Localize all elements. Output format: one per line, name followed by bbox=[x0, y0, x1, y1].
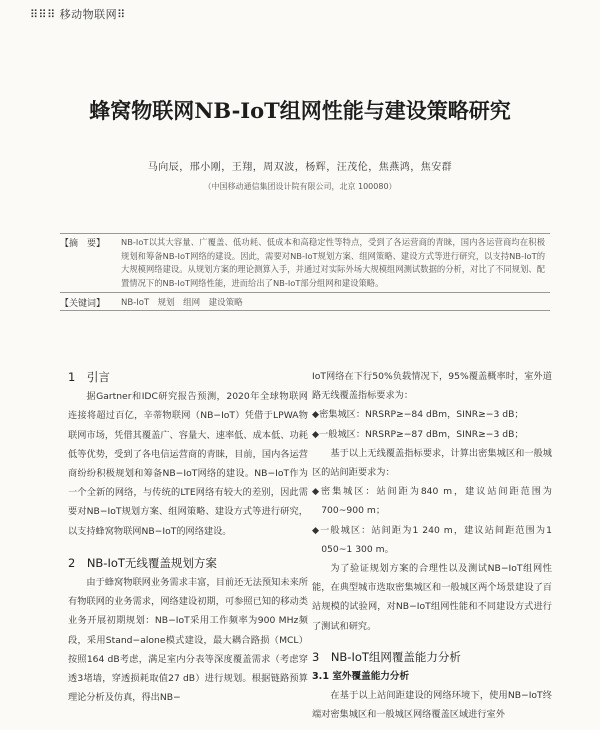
bullet-item: ◆密集城区：站间距为840 m，建议站间距范围为700~900 m； bbox=[312, 486, 552, 517]
abstract-text: NB-IoT以其大容量、广覆盖、低功耗、低成本和高稳定性等特点，受到了各运营商的青睐，国内各运营商均在积极规划和筹备NB-IoT网络的建设。因此，需要对NB-IoT规划方案、组网策略、建设方式等进行研究，以支持NB-IoT的大规模网络建设。从规划方案的理论测算入手，并通过对实际外场大规模组网测试数据的分析，对比了不同规划、配置情况下的NB-IoT网络性能，进而给出了NB-IoT部分组网和建设策略。 bbox=[121, 237, 545, 288]
journal-section-header: ⠿⠿⠿ 移动物联网⠿ bbox=[30, 8, 126, 21]
keywords-label: 【关键词】 bbox=[60, 299, 106, 309]
paragraph: 基于以上无线覆盖指标要求，计算出密集城区和一般城区的站间距要求为： bbox=[312, 447, 552, 479]
paragraph: IoT网络在下行50%负载情况下，95%覆盖概率时，室外道路无线覆盖指标要求为： bbox=[312, 371, 552, 402]
section-1-heading: 1 引言 bbox=[68, 370, 110, 384]
paragraph: 为了验证规划方案的合理性以及测试NB−IoT组网性能，在典型城市选取密集城区和一般城区两个场景建设了百站规模的试验网，对NB−IoT组网性能和不同建设方式进行了测试和研究。 bbox=[312, 563, 552, 632]
bullet-item: ◆一般城区：站间距为1 240 m，建议站间距范围为1 050~1 300 m。 bbox=[312, 524, 552, 555]
abstract-bottom-rule bbox=[60, 310, 550, 311]
section-2-heading: 2 NB-IoT无线覆盖规划方案 bbox=[68, 555, 217, 570]
section-3-heading: 3 NB-IoT组网覆盖能力分析 bbox=[312, 649, 461, 664]
abstract-mid-rule bbox=[60, 292, 550, 293]
right-column bbox=[312, 367, 552, 725]
section-1-paragraph: 据Gartner和IDC研究报告预测，2020年全球物联网连接将超过百亿，辛蒂物联网（NB−IoT）凭借于LPWA物联网市场，凭借其覆盖广、容量大、速率低、成本低、功耗低等优势，受到了各电信运营商的青睐，目前，国内各运营商纷纷积极规划和筹备NB−IoT网络的建设。NB−IoT作为一个全新的网络，与传统的LTE网络有较大的差别，因此需要对NB−IoT规划方案、组网策略、建设方式等进行研究，以支持蜂窝物联网NB−IoT的网络建设。 bbox=[68, 391, 308, 537]
bullet-item: ◆一般城区：NRSRP≥−87 dBm，SINR≥−3 dB； bbox=[312, 428, 524, 440]
author-list: 马向辰，邢小刚，王翔，周双波，杨辉，汪茂伦，焦燕鸿，焦安群 bbox=[147, 162, 453, 173]
section-3-1-heading: 3.1 室外覆盖能力分析 bbox=[312, 671, 410, 683]
section-2-paragraph: 由于蜂窝物联网业务需求丰富，目前还无法预知未来所有物联网的业务需求，网络建设初期，可参照已知的移动类业务开展初期规划：NB−IoT采用工作频率为900 MHz频段，采用Stand−alone模式建设，最大耦合路损（MCL）按照164 dB考虑，满足室内分表等深度覆盖需求（考虑穿透3堵墙，穿透损耗取值27 dB）进行规划。根据链路预算理论分析及仿真，得出NB− bbox=[68, 577, 308, 704]
section-3-1-paragraph: 在基于以上站间距建设的网络环境下，使用NB−IoT终端对密集城区和一般城区网络覆盖区域进行室外 bbox=[312, 690, 552, 721]
left-column bbox=[68, 368, 308, 707]
keywords-text: NB-IoT 规划 组网 建设策略 bbox=[121, 298, 243, 308]
paper-title: 蜂窝物联网NB-IoT组网性能与建设策略研究 bbox=[89, 98, 511, 123]
abstract-top-rule bbox=[60, 233, 550, 234]
affiliation: （中国移动通信集团设计院有限公司，北京 100080） bbox=[203, 182, 397, 191]
bullet-item: ◆密集城区：NRSRP≥−84 dBm，SINR≥−3 dB； bbox=[312, 409, 524, 421]
abstract-label: 【摘 要】 bbox=[60, 239, 106, 249]
